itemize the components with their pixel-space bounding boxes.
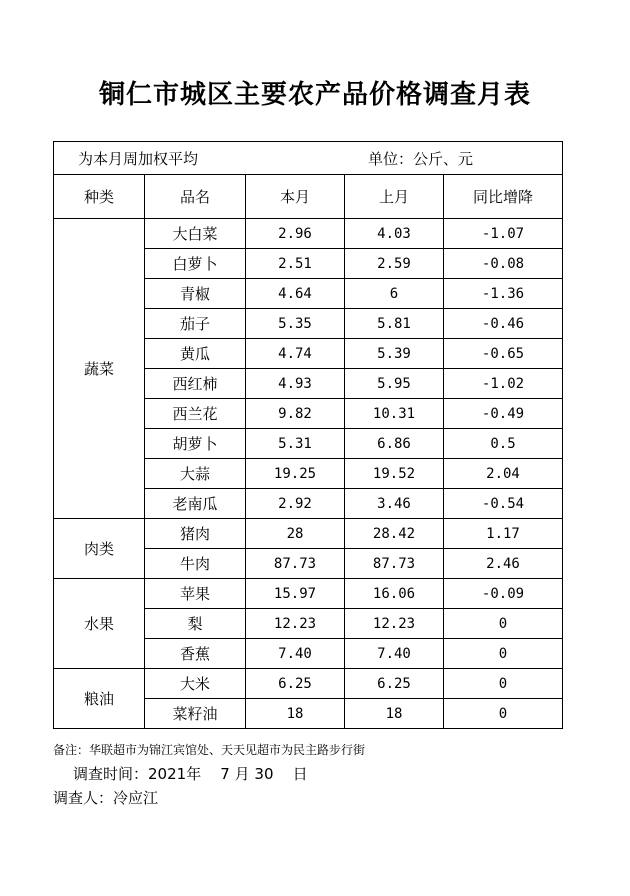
investigator: [53, 787, 158, 808]
weighted-average-note: 为本月周加权平均: [78, 149, 199, 168]
this-month-cell: 87.73: [246, 549, 345, 579]
table-subheader-row: [54, 142, 563, 175]
table-row: [54, 669, 563, 699]
table-header-row: [54, 175, 563, 219]
survey-date-month-number: 7: [220, 765, 230, 783]
this-month-cell: 15.97: [246, 579, 345, 609]
change-cell: 1.17: [444, 519, 563, 549]
item-name-cell: 老南瓜: [145, 489, 246, 519]
last-month-cell: 12.23: [345, 609, 444, 639]
investigator-name: 冷应江: [113, 789, 159, 807]
item-name-cell: 青椒: [145, 279, 246, 309]
table-row: [54, 579, 563, 609]
survey-date-day: 日: [292, 765, 308, 783]
col-header-change: 同比增降: [444, 175, 563, 219]
change-cell: -1.07: [444, 219, 563, 249]
change-cell: 0: [444, 639, 563, 669]
this-month-cell: 2.92: [246, 489, 345, 519]
change-cell: -0.08: [444, 249, 563, 279]
last-month-cell: 6.86: [345, 429, 444, 459]
page-title: 铜仁市城区主要农产品价格调查月表: [98, 80, 531, 110]
last-month-cell: 10.31: [345, 399, 444, 429]
this-month-cell: 18: [246, 699, 345, 729]
last-month-cell: 19.52: [345, 459, 444, 489]
item-name-cell: 白萝卜: [145, 249, 246, 279]
this-month-cell: 12.23: [246, 609, 345, 639]
last-month-cell: 18: [345, 699, 444, 729]
last-month-cell: 87.73: [345, 549, 444, 579]
this-month-cell: 6.25: [246, 669, 345, 699]
this-month-cell: 5.31: [246, 429, 345, 459]
change-cell: -0.54: [444, 489, 563, 519]
last-month-cell: 6: [345, 279, 444, 309]
investigator-label: 调查人：: [53, 789, 114, 807]
table-row: [54, 219, 563, 249]
item-name-cell: 大白菜: [145, 219, 246, 249]
this-month-cell: 19.25: [246, 459, 345, 489]
category-cell: 水果: [54, 579, 145, 669]
change-cell: 2.46: [444, 549, 563, 579]
survey-date-label: 调查时间：: [73, 765, 149, 783]
change-cell: -0.09: [444, 579, 563, 609]
last-month-cell: 5.81: [345, 309, 444, 339]
change-cell: -0.49: [444, 399, 563, 429]
this-month-cell: 28: [246, 519, 345, 549]
last-month-cell: 4.03: [345, 219, 444, 249]
col-header-this-month: 本月: [246, 175, 345, 219]
col-header-category: 种类: [54, 175, 145, 219]
item-name-cell: 大蒜: [145, 459, 246, 489]
last-month-cell: 28.42: [345, 519, 444, 549]
footnote: 备注：华联超市为锦江宾馆处、天天见超市为民主路步行街: [53, 743, 366, 757]
table-row: [54, 519, 563, 549]
col-header-item: 品名: [145, 175, 246, 219]
last-month-cell: 5.39: [345, 339, 444, 369]
this-month-cell: 4.93: [246, 369, 345, 399]
col-header-last-month: 上月: [345, 175, 444, 219]
survey-date-day-number: 30: [254, 765, 274, 783]
survey-date-month: 月: [234, 765, 250, 783]
last-month-cell: 3.46: [345, 489, 444, 519]
category-cell: 粮油: [54, 669, 145, 729]
item-name-cell: 牛肉: [145, 549, 246, 579]
last-month-cell: 6.25: [345, 669, 444, 699]
last-month-cell: 7.40: [345, 639, 444, 669]
item-name-cell: 菜籽油: [145, 699, 246, 729]
item-name-cell: 茄子: [145, 309, 246, 339]
item-name-cell: 猪肉: [145, 519, 246, 549]
item-name-cell: 西红柿: [145, 369, 246, 399]
item-name-cell: 胡萝卜: [145, 429, 246, 459]
change-cell: 0.5: [444, 429, 563, 459]
change-cell: -0.65: [444, 339, 563, 369]
this-month-cell: 7.40: [246, 639, 345, 669]
this-month-cell: 5.35: [246, 309, 345, 339]
category-cell: 肉类: [54, 519, 145, 579]
change-cell: -1.02: [444, 369, 563, 399]
category-cell: 蔬菜: [54, 219, 145, 519]
change-cell: 0: [444, 609, 563, 639]
item-name-cell: 香蕉: [145, 639, 246, 669]
price-table: [53, 141, 563, 729]
item-name-cell: 苹果: [145, 579, 246, 609]
item-name-cell: 西兰花: [145, 399, 246, 429]
change-cell: 0: [444, 699, 563, 729]
last-month-cell: 5.95: [345, 369, 444, 399]
last-month-cell: 2.59: [345, 249, 444, 279]
last-month-cell: 16.06: [345, 579, 444, 609]
this-month-cell: 4.64: [246, 279, 345, 309]
survey-date-year: 2021年: [148, 765, 202, 783]
this-month-cell: 9.82: [246, 399, 345, 429]
item-name-cell: 大米: [145, 669, 246, 699]
this-month-cell: 2.51: [246, 249, 345, 279]
this-month-cell: 4.74: [246, 339, 345, 369]
change-cell: -0.46: [444, 309, 563, 339]
this-month-cell: 2.96: [246, 219, 345, 249]
item-name-cell: 黄瓜: [145, 339, 246, 369]
unit-label: 单位：公斤、元: [368, 149, 474, 168]
change-cell: 2.04: [444, 459, 563, 489]
survey-date: [73, 763, 308, 784]
change-cell: -1.36: [444, 279, 563, 309]
change-cell: 0: [444, 669, 563, 699]
item-name-cell: 梨: [145, 609, 246, 639]
